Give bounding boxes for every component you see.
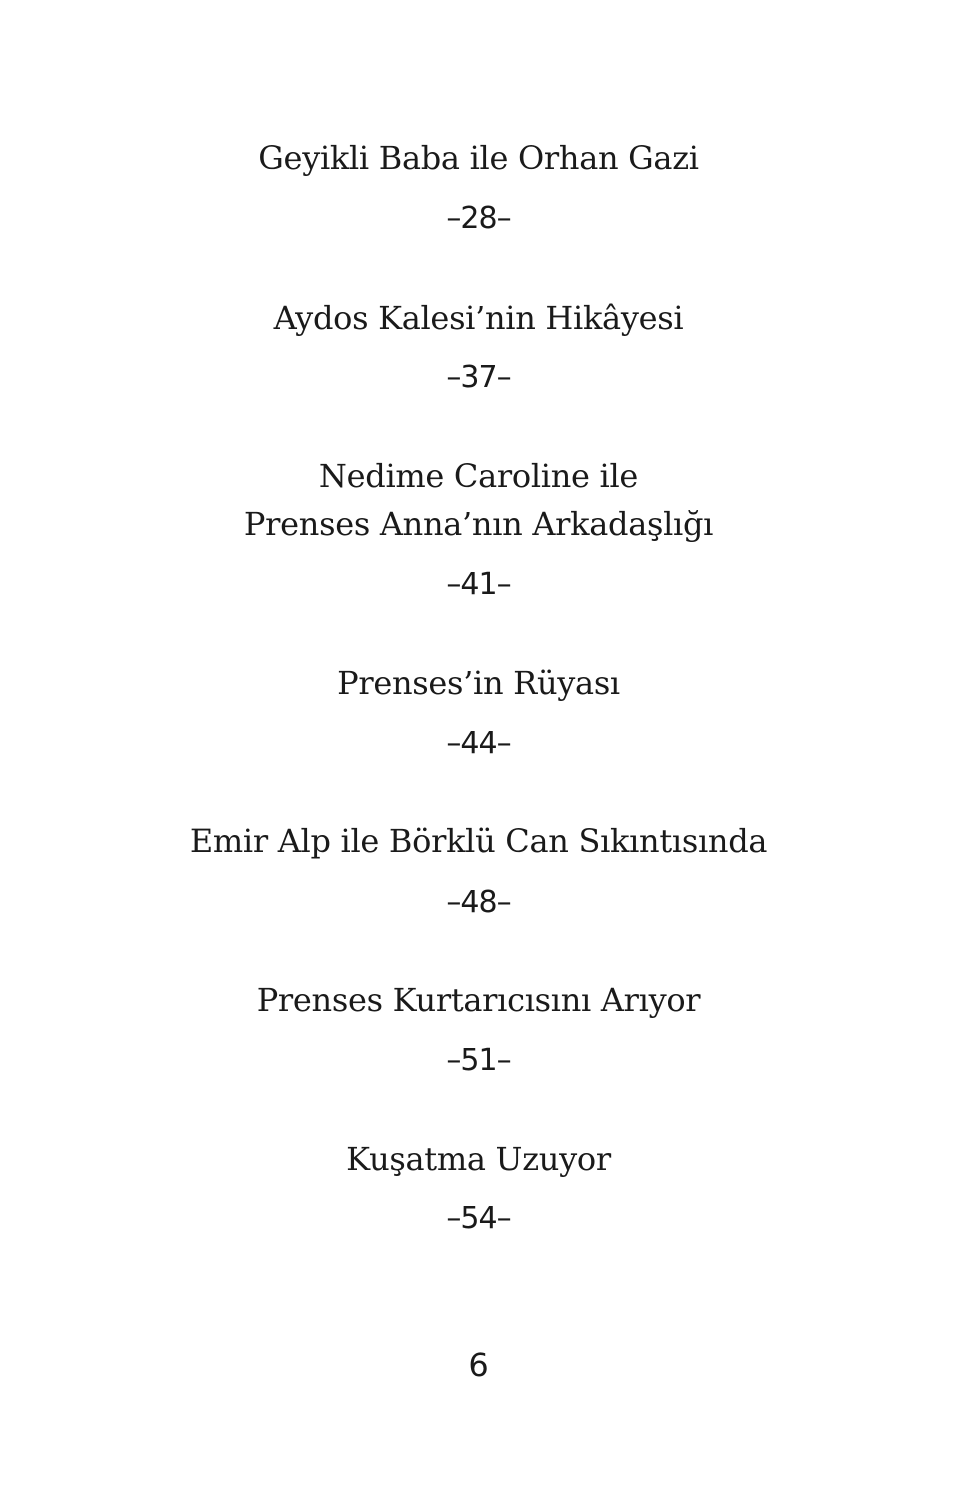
toc-entry-page-number: –44– bbox=[446, 726, 511, 761]
toc-entry-page-number: –37– bbox=[446, 360, 511, 395]
toc-entry-title: Geyikli Baba ile Orhan Gazi bbox=[258, 139, 699, 177]
toc-entry-title-line-2: Prenses Anna’nın Arkadaşlığı bbox=[243, 505, 714, 543]
toc-entry-page-number: –54– bbox=[446, 1201, 511, 1236]
toc-entry-title: Emir Alp ile Börklü Can Sıkıntısında bbox=[189, 822, 768, 860]
toc-entry-page-number: –51– bbox=[446, 1043, 511, 1078]
toc-entry-title: Prenses Kurtarıcısını Arıyor bbox=[256, 981, 701, 1019]
toc-entry-page-number: –41– bbox=[446, 567, 511, 602]
toc-entry-page-number: –28– bbox=[446, 201, 511, 236]
toc-entry-page-number: –48– bbox=[446, 885, 511, 920]
toc-entry-title: Prenses’in Rüyası bbox=[337, 664, 620, 702]
page-number-folio: 6 bbox=[468, 1346, 489, 1384]
toc-entry-title-line-1: Nedime Caroline ile bbox=[318, 457, 639, 495]
toc-entry-title: Aydos Kalesi’nin Hikâyesi bbox=[273, 299, 684, 337]
toc-entry-title: Kuşatma Uzuyor bbox=[346, 1140, 611, 1178]
